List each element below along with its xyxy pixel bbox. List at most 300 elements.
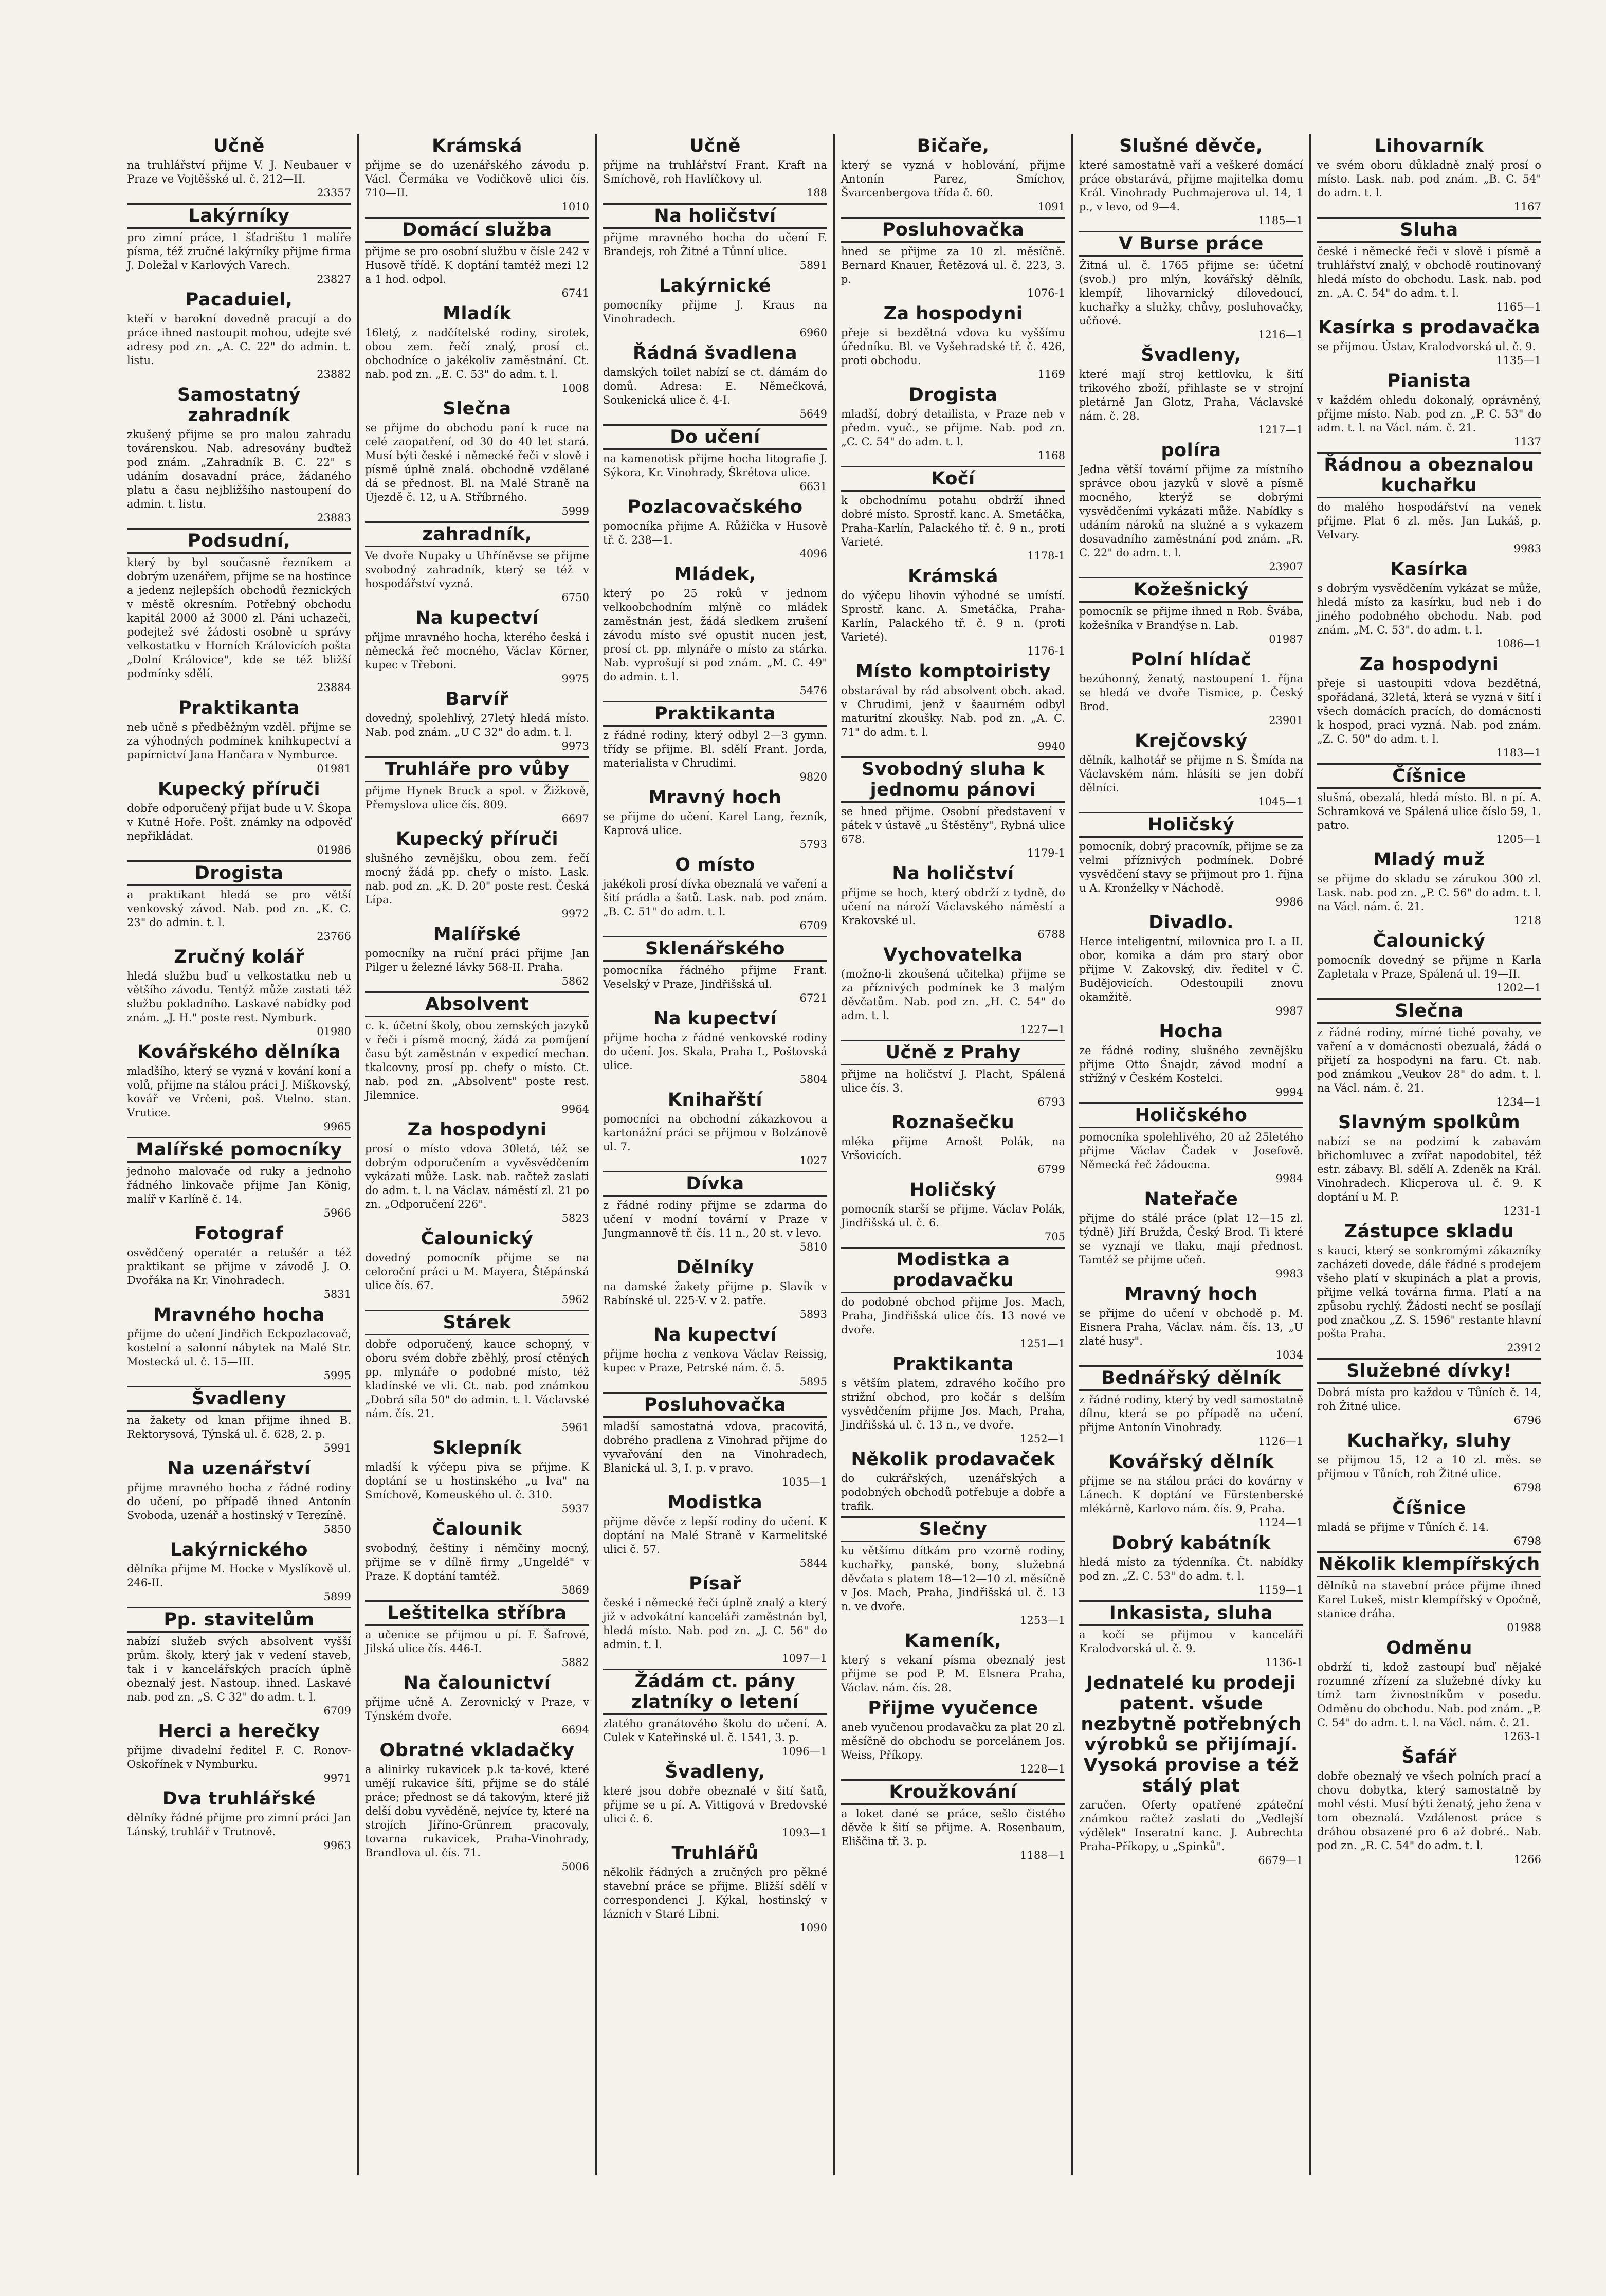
- classified-ad: [603, 276, 827, 340]
- ad-reference-number: 1263-1: [1503, 1730, 1541, 1743]
- ad-body: [841, 1472, 1065, 1513]
- ad-body: [841, 1721, 1065, 1776]
- ad-body: [1079, 840, 1303, 909]
- ad-reference-number: 6960: [799, 327, 827, 339]
- classified-ad: [127, 1386, 351, 1455]
- ad-body: [841, 158, 1065, 214]
- ad-heading: Slečna: [443, 399, 512, 419]
- ad-text: české i německé řeči úplně znalý a který již v advokátní kanceláři zaměstnán byl, hledá místo. Nab. pod zn. „J. C. 56" do admin. t. l.: [603, 1597, 827, 1651]
- ad-heading: Kupecký příruči: [158, 779, 320, 800]
- ad-body: [603, 729, 827, 784]
- ad-reference-number: 23766: [317, 930, 351, 943]
- ad-text: nabízí služeb svých absolvent vyšší prům. školy, který jak v vedení staveb, tak i v kancelářských pracích úplně obeznalý jest. Nastoup. ihned. Laskavé nab. pod zn. „S. C 32" do adm. t. l.: [127, 1635, 351, 1703]
- ad-text: se přijme do skladu se zárukou 300 zl. Lask. nab. pod zn. „P. C. 56" do adm. t. l. na Václ. nám. č. 21.: [1317, 873, 1541, 913]
- ad-reference-number: 5893: [799, 1308, 827, 1321]
- ad-reference-number: 01986: [317, 844, 351, 856]
- classified-ad: [841, 217, 1065, 300]
- ad-heading: Několik prodavaček: [851, 1449, 1055, 1470]
- ad-heading: Kožešnický: [1079, 577, 1303, 603]
- ad-reference-number: 1183—1: [1496, 747, 1541, 759]
- ad-reference-number: 01981: [317, 763, 351, 775]
- ad-body: [127, 312, 351, 382]
- ad-text: přijme se hoch, který obdrží z tydně, do učení na nároží Václavského náměstí a Krakovské ul.: [841, 887, 1065, 927]
- ad-body: [1079, 1393, 1303, 1449]
- ad-body: [1317, 1521, 1541, 1548]
- classified-ad: [603, 787, 827, 852]
- classified-ad: [365, 1600, 589, 1670]
- ad-body: [365, 1142, 589, 1225]
- ad-heading: Přijme vyučence: [868, 1698, 1038, 1719]
- classified-ad: [1317, 217, 1541, 314]
- ad-body: [127, 1481, 351, 1536]
- ad-heading: Lihovarník: [1374, 136, 1484, 156]
- ad-column: [359, 134, 597, 2175]
- ad-text: a učenice se přijmou u pí. F. Šafrové, Jilská ulice čís. 446-I.: [365, 1629, 589, 1655]
- ad-heading: Roznašečku: [891, 1112, 1015, 1133]
- ad-body: [1317, 500, 1541, 556]
- ad-heading: Šafář: [1401, 1747, 1457, 1767]
- classified-ad: [603, 497, 827, 561]
- ad-text: osvědčený operatér a retušér a též praktikant se přijme v závodě J. O. Dvořáka na Kr. Vinohradech.: [127, 1246, 351, 1287]
- ad-heading: Učně z Prahy: [841, 1040, 1065, 1065]
- ad-heading: Na holičství: [603, 203, 827, 229]
- ad-reference-number: 5895: [799, 1376, 827, 1388]
- ad-heading: Vychovatelka: [883, 945, 1023, 965]
- ad-text: damských toilet nabízí se ct. dámám do domů. Adresa: E. Němečková, Soukenická ulice č. 4-I.: [603, 366, 827, 406]
- classified-ad: [1317, 452, 1541, 556]
- classified-ad: [365, 1438, 589, 1516]
- ad-text: pomocník se přijme ihned n Rob. Švába, kožešníka v Brandýse n. Lab.: [1079, 605, 1303, 631]
- ad-body: [841, 1653, 1065, 1695]
- ad-heading: Na kupectví: [653, 1008, 777, 1029]
- ad-body: [365, 947, 589, 988]
- classified-ad: [1079, 1102, 1303, 1186]
- classified-ad: [365, 689, 589, 753]
- ad-reference-number: 9964: [561, 1103, 589, 1115]
- ad-reference-number: 23884: [317, 681, 351, 694]
- ad-heading: Dva truhlářské: [162, 1788, 316, 1809]
- ad-heading: Modistka: [667, 1492, 763, 1513]
- classified-ad: [1079, 1365, 1303, 1449]
- ad-text: který po 25 roků v jednom velkoobchodním mlýně co mládek zaměstnán jest, žádá sledkem zrušení závodu místo své opustit nucen jest, prosí ct. pp. mlynáře o místo za stárka. Nab. vyprošují si pod znám. „M. C. 49" do admin. t. l.: [603, 587, 827, 683]
- ad-body: [1317, 1386, 1541, 1427]
- ad-text: pomocník, dobrý pracovník, přijme se za velmi příznivých podmínek. Dobré vysvědčení stavy se přijmout pro 1. října u A. Kronželky v Náchodě.: [1079, 840, 1303, 894]
- ad-reference-number: 6694: [561, 1724, 589, 1736]
- ad-text: mladší, dobrý detailista, v Praze neb v předm. vyuč., se přijme. Nab. pod zn. „C. C. 54" do adm. t. l.: [841, 408, 1065, 448]
- classified-ad: [365, 1519, 589, 1597]
- ad-reference-number: 6741: [561, 287, 589, 299]
- ad-reference-number: 6798: [1513, 1535, 1541, 1547]
- ad-text: a alinirky rukavicek p.k ta-kové, které umějí rukavice šíti, přijme se do stálé práce; přednost se dá takovým, které již delší dobu vyvěděně, nejvíce ty, které na strojích Jiříno-Grünrem pracovaly, tovarna rukavicek, Prahа-Vinohrady, Brandlova ul. čís. 71.: [365, 1763, 589, 1859]
- ad-heading: Samostatný zahradník: [177, 385, 301, 426]
- ad-column: [597, 134, 835, 2175]
- ad-reference-number: 23827: [317, 273, 351, 285]
- ad-heading: Knihařští: [668, 1090, 762, 1110]
- ad-column: [1311, 134, 1547, 2175]
- ad-reference-number: 6709: [323, 1705, 351, 1717]
- ad-body: [603, 298, 827, 340]
- ad-body: [365, 326, 589, 395]
- ad-reference-number: 6631: [799, 480, 827, 493]
- ad-text: do podobné obchod přijme Jos. Mach, Praha, Jindřišská ulice čís. 13 nové ve dvoře.: [841, 1296, 1065, 1336]
- classified-ad: [841, 1449, 1065, 1513]
- ad-body: [1317, 1135, 1541, 1218]
- ad-text: dělníka přijme M. Hocke v Myslíkově ul. 246-II.: [127, 1563, 351, 1589]
- classified-ad: [1079, 1600, 1303, 1670]
- ad-body: [1317, 953, 1541, 995]
- ad-heading: Malířské pomocníky: [127, 1137, 351, 1163]
- ad-text: se hned přijme. Osobní představení v pátek v ústavě „u Štěstěny", Rybná ulice 678.: [841, 805, 1065, 845]
- classified-ad: [365, 924, 589, 988]
- ad-body: [1317, 158, 1541, 214]
- ad-reference-number: 01988: [1507, 1621, 1541, 1634]
- ad-reference-number: 5831: [323, 1288, 351, 1300]
- ad-reference-number: 5962: [561, 1293, 589, 1306]
- ad-text: c. k. účetní školy, obou zemských jazyků v řeči i písmě mocný, žádá za pomíjení času být zaměstnán v expedicí mechan. tkalcovny, prosí pp. chefy o místo. Ct. nab. pod zn. „Absolvent" poste rest. Jilemnice.: [365, 1020, 589, 1101]
- classified-ad: [1079, 1284, 1303, 1362]
- ad-text: se přijme do učení v obchodě p. M. Eisnera Praha, Václav. nám. čís. 13, „U zlaté husy".: [1079, 1307, 1303, 1347]
- ad-text: Jedna větší tovární přijme za místního správce obou jazyků v slově a písmě mocného, kterýž se dobrými vysvědčeními vykázati může. Nabídky s udáním nároků na služné a s vykazem dosavadního zaměstnání pod znám. „R. C. 22" do adm. t. l.: [1079, 463, 1303, 559]
- classified-ad: [603, 1257, 827, 1322]
- classified-ad: [603, 1492, 827, 1570]
- ad-body: [1079, 1307, 1303, 1362]
- ad-reference-number: 1266: [1513, 1853, 1541, 1866]
- classified-ad: [603, 136, 827, 200]
- ad-text: dělníky řádné přijme pro zimní práci Jan Lánský, truhlář v Trutnově.: [127, 1812, 351, 1838]
- ad-body: [365, 1628, 589, 1670]
- ad-reference-number: 1178-1: [1027, 550, 1065, 562]
- ad-text: který by byl současně řezníkem a dobrým uzenářem, přijme se na hostince a jedenz nejlepších obchodů řeznických v městě okresním. Potřebný obchodu kapitál 2000 až 3000 zl. Páni uchazeči, podejtež své žádosti osobně u správy velkostatku v Horních Královicích pošta „Dolní Královice", kde se též bližší podmínky sdělí.: [127, 556, 351, 680]
- ad-heading: Do učení: [603, 424, 827, 450]
- ad-text: dělník, kalhotář se přijme n S. Šmída na Václavském nám. hlásíti se jen dobří dělníci.: [1079, 754, 1303, 794]
- ad-heading: Kovářského dělníka: [137, 1042, 341, 1062]
- ad-reference-number: 188: [806, 187, 827, 199]
- ad-reference-number: 5995: [323, 1369, 351, 1382]
- ad-reference-number: 5810: [799, 1241, 827, 1253]
- ad-text: v každém ohledu dokonalý, oprávněný, přijme místo. Nab. pod zn. „P. C. 53" do adm. t. l. na Václ. nám. č. 21.: [1317, 394, 1541, 434]
- ad-reference-number: 1034: [1275, 1349, 1303, 1361]
- classified-ad: [127, 1305, 351, 1383]
- ad-column: [835, 134, 1073, 2175]
- ad-body: [127, 158, 351, 200]
- classified-ad: [1079, 1673, 1303, 1868]
- ad-body: [127, 1246, 351, 1301]
- ad-body: [127, 720, 351, 776]
- ad-text: který se vyzná v hoblování, přijme Antonín Parez, Smíchov, Švarcenbergova třída č. 60.: [841, 159, 1065, 199]
- ad-reference-number: 5882: [561, 1656, 589, 1669]
- classified-ad: [365, 1673, 589, 1737]
- classified-ad: [603, 343, 827, 421]
- ad-text: přijme se na stálou práci do kovárny v Lánech. K doptání ve Fürstenberské mlékárně, Karlovo nám. čís. 9, Praha.: [1079, 1475, 1303, 1515]
- classified-ad: [841, 303, 1065, 382]
- ad-heading: Absolvent: [365, 991, 589, 1017]
- ad-text: aneb vyučenou prodavačku za plat 20 zl. měsíčně do obchodu se porcelánem Jos. Weiss, Příkopy.: [841, 1721, 1065, 1761]
- classified-ad: [127, 136, 351, 200]
- ad-text: z řádné rodiny, který by vedl samostatně dílnu, která se po případě na učení. přijme Antonín Vinohrady.: [1079, 1394, 1303, 1434]
- ad-text: jakékoli prosí dívka obeznalá ve vaření a šití prádla a šatů. Lask. nab. pod znám. „B. C. 51" do adm. t. l.: [603, 878, 827, 918]
- ad-heading: Slečny: [841, 1516, 1065, 1542]
- ad-reference-number: 23882: [317, 368, 351, 381]
- ad-body: [841, 805, 1065, 860]
- ad-body: [127, 1165, 351, 1220]
- classified-ad: [127, 1458, 351, 1536]
- ad-body: [841, 1068, 1065, 1109]
- ad-reference-number: 5991: [323, 1442, 351, 1454]
- ad-heading: Podsudní,: [127, 528, 351, 554]
- ad-reference-number: 6798: [1513, 1481, 1541, 1494]
- ad-heading: Drogista: [908, 385, 998, 405]
- ad-text: mladší samostatná vdova, pracovitá, dobrého pradlena z Vinohrad přijme do vyvařování den na Vinohradech, Blanická ul. 3, I. p. v pravo.: [603, 1420, 827, 1474]
- ad-text: přijme hocha z řádné venkovské rodiny do učení. Jos. Skala, Praha I., Poštovská ulice.: [603, 1032, 827, 1072]
- ad-text: ze řádné rodiny, slušného zevnějšku přijme Otto Šnajdr, závod modní a střížný v Českém Kostelci.: [1079, 1044, 1303, 1084]
- classified-ad: [365, 217, 589, 300]
- ad-text: přijme děvče z lepší rodiny do učení. K doptání na Malé Straně v Karmelitské ulici č. 57.: [603, 1515, 827, 1556]
- classified-ad: [1079, 345, 1303, 437]
- ad-text: přijme na truhlářství Frant. Kraft na Smíchově, roh Havlíčkovy ul.: [603, 159, 827, 185]
- ad-heading: Kočí: [841, 466, 1065, 492]
- ad-heading: Holičský: [909, 1180, 997, 1200]
- classified-ad: [127, 947, 351, 1039]
- classified-ad: [127, 698, 351, 776]
- classified-ad: [841, 136, 1065, 214]
- ad-text: pomocníky přijme J. Kraus na Vinohradech.: [603, 299, 827, 325]
- ad-heading: Posluhovačka: [603, 1392, 827, 1418]
- classified-ad: [603, 855, 827, 933]
- ad-reference-number: 1216—1: [1258, 329, 1303, 341]
- ad-body: [365, 1337, 589, 1435]
- ad-heading: Za hospodyni: [883, 303, 1023, 324]
- ad-reference-number: 1093—1: [782, 1827, 827, 1839]
- ad-heading: Malířské: [433, 924, 521, 945]
- ad-text: přijme divadelní ředitel F. C. Ronov-Oskořínek v Nymburku.: [127, 1744, 351, 1770]
- ad-body: [127, 556, 351, 695]
- ad-body: [603, 158, 827, 200]
- ad-text: které samostatně vaří a veškeré domácí práce obstarává, přijme majitelka domu Král. Vinohrady Puchmajerova ul. 14, 1 p., v levo, od 9—4.: [1079, 159, 1303, 213]
- ad-text: pomocníky na ruční práci přijme Jan Pilger u železné lávky 568-II. Praha.: [365, 947, 589, 973]
- ad-body: [1317, 1579, 1541, 1635]
- ad-body: [1079, 463, 1303, 574]
- ad-body: [603, 519, 827, 561]
- ad-heading: Bičaře,: [917, 136, 990, 156]
- ad-reference-number: 23912: [1507, 1342, 1541, 1354]
- ad-heading: Holičský: [1079, 812, 1303, 838]
- ad-body: [365, 1542, 589, 1597]
- ad-reference-number: 9975: [561, 673, 589, 685]
- ad-reference-number: 23883: [317, 512, 351, 524]
- ad-heading: Na holičství: [892, 863, 1014, 884]
- ad-heading: Krámská: [432, 136, 522, 156]
- classified-ad: [1317, 849, 1541, 928]
- ad-body: [603, 810, 827, 852]
- classified-ad: [1317, 1638, 1541, 1744]
- ad-reference-number: 6788: [1037, 928, 1065, 941]
- ad-body: [841, 494, 1065, 563]
- ad-reference-number: 6721: [799, 992, 827, 1004]
- ad-text: mléka přijme Arnošt Polák, na Vršovicích.: [841, 1135, 1065, 1162]
- ad-body: [365, 245, 589, 300]
- classified-ad: [603, 1574, 827, 1666]
- classified-ad: [603, 203, 827, 273]
- ad-text: přijme mravného hocha z řádné rodiny do učení, po případě ihned Antonín Svoboda, uzenář a hostinský v Terezíně.: [127, 1481, 351, 1522]
- ad-heading: Mravný hoch: [648, 787, 782, 808]
- ad-body: [841, 589, 1065, 658]
- ad-reference-number: 1159—1: [1258, 1584, 1303, 1596]
- ad-reference-number: 1091: [1037, 201, 1065, 213]
- ad-reference-number: 1124—1: [1258, 1516, 1303, 1529]
- ad-body: [1317, 393, 1541, 449]
- ad-heading: Mladý muž: [1373, 849, 1485, 870]
- ad-text: nabízí se na podzimí k zabavám břichomluvec a zvířat napodobitel, též estr. zábavy. Bl. sdělí A. Zdeněk na Král. Vinohradech. Klicperova ul. č. 9. K doptání u M. P.: [1317, 1135, 1541, 1203]
- ad-text: dobře odporučený přijat bude u V. Škopa v Kutné Hoře. Pošt. známky na odpověď nepřikládat.: [127, 802, 351, 842]
- ad-reference-number: 1168: [1037, 449, 1065, 462]
- ad-body: [1079, 1474, 1303, 1530]
- classified-ad: [127, 1137, 351, 1220]
- ad-reference-number: 6799: [1037, 1163, 1065, 1176]
- ad-heading: Kupecký příruči: [396, 829, 558, 849]
- ad-body: [127, 1744, 351, 1785]
- classified-ad: [603, 1090, 827, 1168]
- ad-heading: Číšnice: [1392, 1498, 1466, 1518]
- ad-heading: Čalounický: [1373, 931, 1486, 951]
- classified-ad: [1079, 1533, 1303, 1597]
- ad-body: [603, 1515, 827, 1570]
- ad-reference-number: 1126—1: [1258, 1435, 1303, 1448]
- ad-heading: Mladík: [443, 303, 512, 324]
- classified-ad: [841, 1247, 1065, 1351]
- ad-reference-number: 9984: [1275, 1172, 1303, 1185]
- ad-text: pomocník starší se přijme. Václav Polák, Jindřišská ul. č. 6.: [841, 1203, 1065, 1229]
- ad-text: dobře odporučený, kauce schopný, v oboru svém dobře zběhlý, prosí ctěných pp. mlynáře o podobné místo, též kladínské ve vli. Ct. nab. pod známkou „Dobrá síla 50" do admin. t. l. Václavské nám. čís. 21.: [365, 1338, 589, 1420]
- ad-reference-number: 1090: [799, 1922, 827, 1934]
- classified-ad: [1079, 1452, 1303, 1530]
- classified-ad: [1317, 654, 1541, 760]
- classified-ad: [127, 203, 351, 286]
- ad-text: k obchodnímu potahu obdrží ihned dobré místo. Sprostř. kanc. A. Smetáčka, Praha-Karlín, Palackého tř. č. 9 n., proti Varieté.: [841, 494, 1065, 548]
- ad-body: [127, 1327, 351, 1383]
- classified-ad: [1079, 1189, 1303, 1281]
- ad-text: a praktikant hledá se pro větší venkovský závod. Nab. pod zn. „K. C. 23" do admin. t. l.: [127, 889, 351, 929]
- ad-body: [365, 784, 589, 826]
- classified-ad: [127, 1223, 351, 1301]
- ad-reference-number: 5804: [799, 1073, 827, 1086]
- ad-body: [841, 967, 1065, 1037]
- ad-body: [1079, 1212, 1303, 1281]
- ad-text: s kauci, který se sonkromými zákazníky zacházeti dovede, dále řádné s prodejem všeho platí v skupinách a plat a provis, přijme velká továrna firma. Platí a na způsobu rychlý. Žádosti nechť se posílají pod značkou „Z. S. 1596" restante hlavní pošta Praha.: [1317, 1244, 1541, 1340]
- classified-ad: [603, 1669, 827, 1759]
- ad-text: hledá službu buď u velkostatku neb u většího závodu. Tentýž může zastati též službu pokladního. Laskavé nabídky pod znám. „J. H." poste rest. Nymburk.: [127, 970, 351, 1024]
- ad-reference-number: 5869: [561, 1584, 589, 1596]
- ad-body: [1317, 340, 1541, 368]
- classified-ad: [841, 1698, 1065, 1776]
- ad-heading: Švadleny,: [1141, 345, 1242, 366]
- ad-text: přeje si bezdětná vdova ku vyššímu úředníku. Bl. ve Vyšehradské tř. č. 426, proti obchodu.: [841, 327, 1065, 367]
- ad-reference-number: 4096: [799, 548, 827, 560]
- ad-heading: O místo: [675, 855, 755, 875]
- ad-heading: Nateřače: [1144, 1189, 1238, 1209]
- ad-reference-number: 9940: [1037, 740, 1065, 752]
- ad-heading: Lakýrnické: [659, 276, 771, 296]
- ad-text: přijme na holičství J. Placht, Spálená ulice čís. 3.: [841, 1068, 1065, 1094]
- ad-reference-number: 1135—1: [1496, 354, 1541, 367]
- ad-column: [121, 134, 359, 2175]
- ad-reference-number: 5899: [323, 1590, 351, 1603]
- ad-text: dovedný, spolehlivý, 27letý hledá místo. Nab. pod znám. „U C 32" do adm. t. l.: [365, 712, 589, 738]
- ad-heading: Na kupectví: [653, 1325, 777, 1345]
- ad-text: 16letý, z nadčítelské rodiny, sirotek, obou zem. řečí znalý, prosí ct. obchodníce o jakékoliv zaměstnání. Ct. nab. pod zn. „E. C. 53" do adm. t. l.: [365, 327, 589, 381]
- ad-heading: Modistka a prodavačku: [841, 1247, 1065, 1293]
- classified-ad: [1079, 440, 1303, 574]
- ad-reference-number: 1251—1: [1020, 1337, 1065, 1350]
- ad-reference-number: 1253—1: [1020, 1614, 1065, 1626]
- ad-body: [603, 1112, 827, 1168]
- ad-reference-number: 1096—1: [782, 1745, 827, 1758]
- ad-reference-number: 1169: [1037, 368, 1065, 381]
- ad-heading: Leštitelka stříbra: [365, 1600, 589, 1626]
- ad-body: [127, 1562, 351, 1604]
- ad-text: do malého hospodářství na venek přijme. Plat 6 zl. měs. Jan Lukáš, p. Velvary.: [1317, 501, 1541, 541]
- classified-ads-page: [121, 134, 1547, 2175]
- ad-heading: Na uzenářství: [167, 1458, 311, 1479]
- ad-body: [1317, 872, 1541, 928]
- ad-body: [603, 1784, 827, 1840]
- ad-body: [603, 1866, 827, 1935]
- classified-ad: [365, 829, 589, 921]
- classified-ad: [603, 701, 827, 784]
- ad-heading: Truhlářů: [671, 1843, 759, 1864]
- ad-body: [841, 1295, 1065, 1351]
- ad-heading: Zručný kolář: [174, 947, 304, 967]
- classified-ad: [1317, 371, 1541, 449]
- ad-body: [365, 1695, 589, 1737]
- ad-reference-number: 6796: [1513, 1414, 1541, 1426]
- classified-ad: [841, 863, 1065, 942]
- ad-reference-number: 1185—1: [1258, 214, 1303, 227]
- ad-body: [1079, 259, 1303, 342]
- ad-text: na kamenotisk přijme hocha litografie J. Sýkora, Kr. Vinohrady, Škrétova ulice.: [603, 453, 827, 479]
- ad-body: [1317, 1453, 1541, 1495]
- ad-heading: Svobodný sluha k jednomu pánovi: [841, 756, 1065, 803]
- classified-ad: [603, 1843, 827, 1935]
- ad-heading: Stárek: [365, 1310, 589, 1335]
- ad-text: ve svém oboru důkladně znalý prosí o místo. Lask. nab. pod znám. „B. C. 54" do adm. t. l.: [1317, 159, 1541, 199]
- ad-reference-number: 5862: [561, 975, 589, 987]
- ad-text: pomocník dovedný se přijme n Karla Zapletala v Praze, Spálená ul. 19—II.: [1317, 954, 1541, 980]
- ad-heading: Pozlacovačského: [627, 497, 803, 517]
- ad-reference-number: 705: [1044, 1231, 1065, 1243]
- ad-reference-number: 9972: [561, 908, 589, 920]
- ad-heading: Praktikanta: [603, 701, 827, 727]
- ad-heading: Lakýrníky: [127, 203, 351, 229]
- classified-ad: [1317, 1112, 1541, 1218]
- ad-heading: Slečna: [1317, 998, 1541, 1024]
- classified-ad: [1079, 912, 1303, 1018]
- ad-body: [1079, 1798, 1303, 1868]
- ad-text: Žitná ul. č. 1765 přijme se: účetní (svob.) pro mlýn, kovářský dělník, klempíř, lihovarnický dílovedoucí, kuchařky a služky, chůvy, posluhovačky, učňové.: [1079, 259, 1303, 327]
- ad-text: dovedný pomocník přijme se na celoroční práci u M. Mayera, Štěpánská ulice čís. 67.: [365, 1252, 589, 1292]
- ad-text: pomocníka řádného přijme Frant. Veselský v Praze, Jindřišská ul.: [603, 964, 827, 990]
- ad-reference-number: 1252—1: [1020, 1433, 1065, 1445]
- ad-text: s dobrým vysvědčením vykázat se může, hledá místo za kasírku, bud neb i do jiného podobného obchodu. Nab. pod znám. „M. C. 53". do adm. t. l.: [1317, 582, 1541, 636]
- classified-ad: [841, 756, 1065, 860]
- ad-reference-number: 5793: [799, 838, 827, 851]
- ad-reference-number: 9983: [1275, 1268, 1303, 1280]
- ad-reference-number: 5966: [323, 1207, 351, 1219]
- classified-ad: [1317, 1358, 1541, 1427]
- ad-heading: Inkasista, sluha: [1079, 1600, 1303, 1626]
- ad-reference-number: 1231-1: [1503, 1205, 1541, 1217]
- ad-heading: Na čalounictví: [403, 1673, 551, 1693]
- ad-reference-number: 1228—1: [1020, 1763, 1065, 1775]
